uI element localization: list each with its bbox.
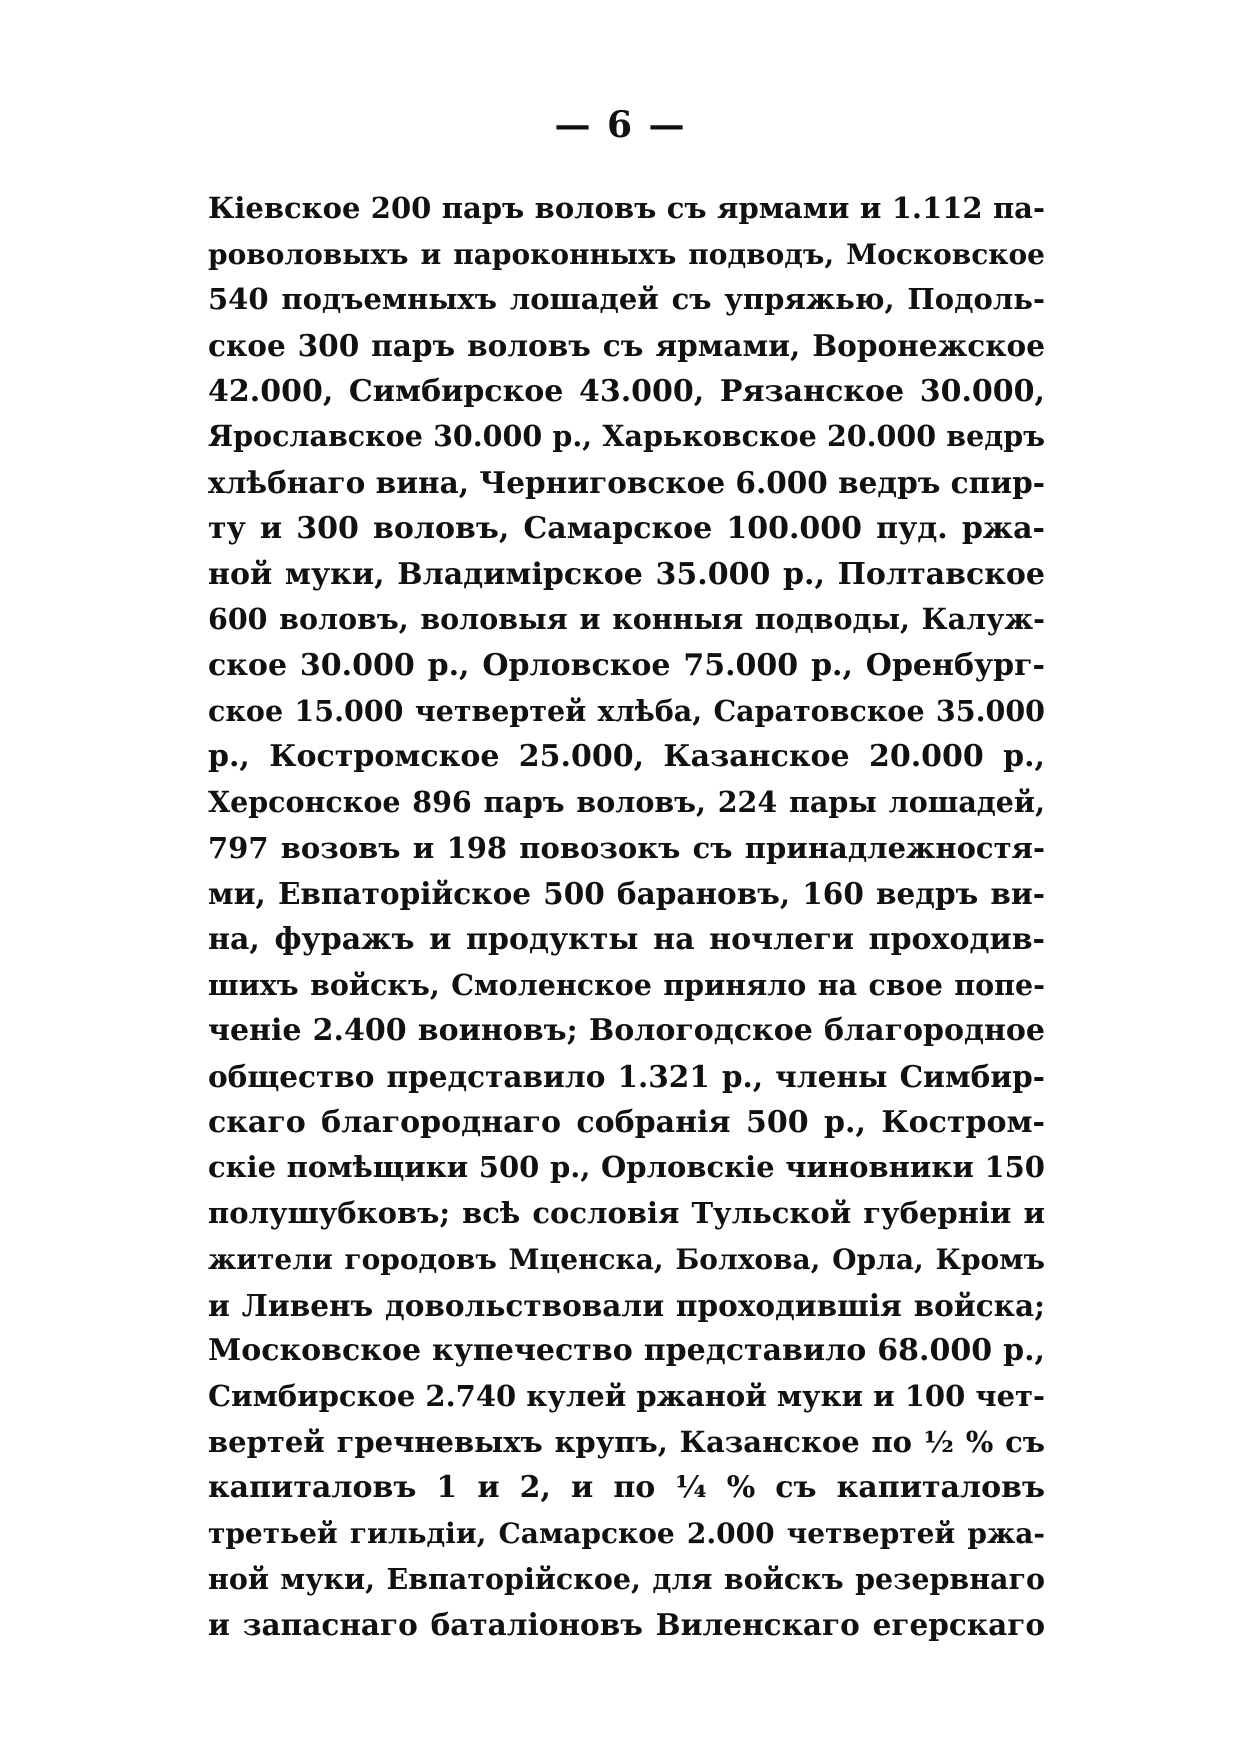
- text-line: 540 подъемныхъ лошадей съ упряжью, Подоль-: [208, 282, 1045, 317]
- text-line: третьей гильдіи, Самарское 2.000 четвертей ржа-: [208, 1516, 1045, 1550]
- body-text: [208, 186, 1045, 1648]
- text-line: ту и 300 воловъ, Самарское 100.000 пуд. ржа-: [208, 510, 1045, 546]
- text-line: ское 30.000 р., Орловское 75.000 р., Оренбург-: [208, 647, 1045, 683]
- text-line: ной муки, Евпаторійское, для войскъ резервнаго: [208, 1561, 1045, 1596]
- text-line: ское 300 паръ воловъ съ ярмами, Воронежское: [208, 328, 1045, 364]
- text-line: Кіевское 200 паръ воловъ съ ярмами и 1.112 па-: [208, 191, 1045, 225]
- text-line: роволовыхъ и пароконныхъ подводъ, Московское: [208, 237, 1045, 271]
- text-line: р., Костромское 25.000, Казанское 20.000 р.,: [208, 739, 1045, 775]
- text-line: 797 возовъ и 198 повозокъ съ принадлежностя-: [208, 830, 1045, 865]
- text-line: Московское купечество представило 68.000 р.,: [208, 1333, 1045, 1369]
- text-line: полушубковъ; всѣ сословія Тульской губерніи и: [208, 1196, 1045, 1231]
- text-line: общество представило 1.321 р., члены Симбир-: [208, 1059, 1045, 1095]
- text-line: 600 воловъ, воловыя и конныя подводы, Калуж-: [208, 602, 1045, 637]
- text-line: скіе помѣщики 500 р., Орловскіе чиновники 150: [208, 1150, 1045, 1185]
- page-number: — 6 —: [554, 104, 687, 146]
- text-line: ми, Евпаторійское 500 барановъ, 160 ведръ ви-: [208, 876, 1045, 912]
- text-line: ной муки, Владимірское 35.000 р., Полтавское: [208, 556, 1045, 592]
- text-line: на, фуражъ и продукты на ночлеги проходив-: [208, 922, 1045, 957]
- text-line: ское 15.000 четвертей хлѣба, Саратовское 35.000: [208, 693, 1045, 728]
- text-line: Ярославское 30.000 р., Харьковское 20.000 ведръ: [208, 419, 1045, 454]
- text-line: скаго благороднаго собранія 500 р., Костром-: [208, 1104, 1045, 1140]
- text-line: 42.000, Симбирское 43.000, Рязанское 30.000,: [208, 373, 1045, 409]
- text-line: жители городовъ Мценска, Болхова, Орла, Кромъ: [208, 1242, 1045, 1276]
- text-line: Симбирское 2.740 кулей ржаной муки и 100 чет-: [208, 1378, 1045, 1413]
- text-line: вертей гречневыхъ крупъ, Казанское по ½ % съ: [208, 1424, 1045, 1459]
- text-line: шихъ войскъ, Смоленское приняло на свое попе-: [208, 967, 1045, 1002]
- text-line: ченіе 2.400 воиновъ; Вологодское благородное: [208, 1013, 1045, 1049]
- text-line: и запаснаго баталіоновъ Виленскаго егерскаго: [208, 1607, 1045, 1643]
- text-line: хлѣбнаго вина, Черниговское 6.000 ведръ спир-: [208, 465, 1045, 501]
- text-line: капиталовъ 1 и 2, и по ¼ % съ капиталовъ: [208, 1470, 1045, 1506]
- text-line: и Ливенъ довольствовали проходившія войска;: [208, 1287, 1045, 1323]
- text-line: Херсонское 896 паръ воловъ, 224 пары лошадей,: [208, 784, 1045, 819]
